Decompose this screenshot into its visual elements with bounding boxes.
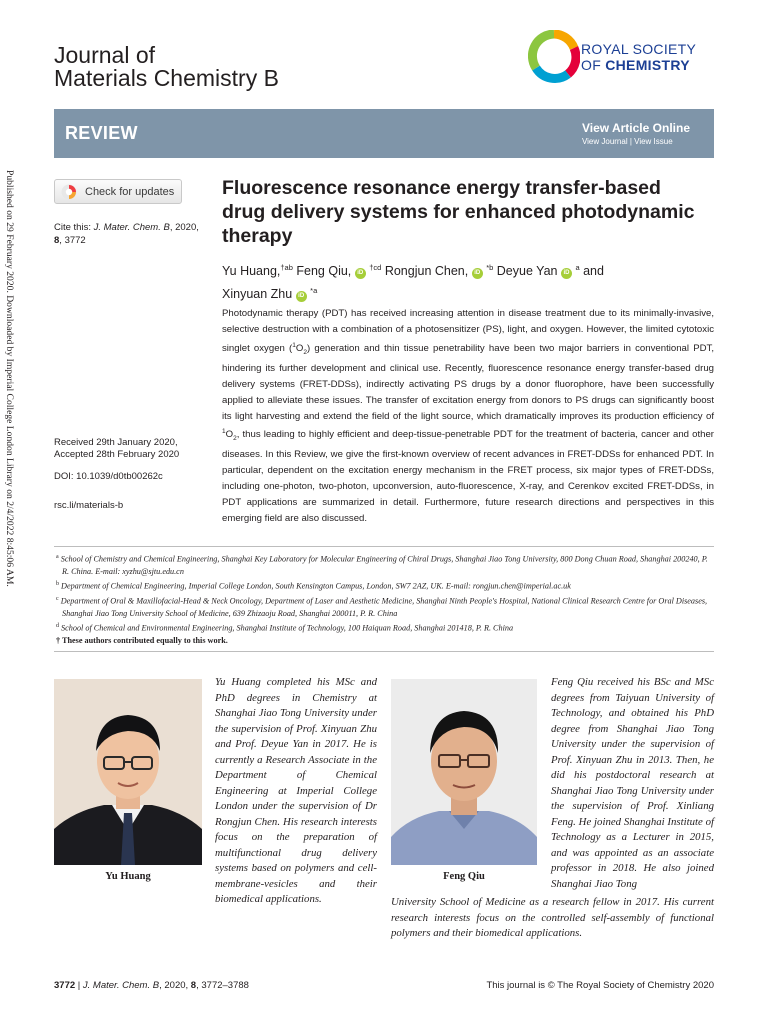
affiliation-d: $^d$ School of Chemical and Environmental Engineering, Shanghai Institute of Technology, 100 Haiquan Road, Shanghai 201418, P. R. China (56, 623, 514, 633)
rsc-ring-icon (528, 30, 580, 84)
received-accepted-dates (54, 437, 179, 461)
author-marks: *a (310, 286, 318, 296)
author-marks: a (575, 263, 580, 272)
feng-qiu-photo (391, 679, 537, 865)
article-type-banner (54, 109, 714, 158)
side-publication-note (3, 170, 17, 640)
orcid-icon[interactable]: iD (355, 268, 366, 279)
divider (54, 546, 714, 547)
side-publication-text: Published on 29 February 2020. Downloaded by Imperial College London Library on 2/4/2022 8:45:06 AM. (4, 170, 15, 587)
author-list: Yu Huang,$^{\dagger ab}$ Feng Qiu, iD $^{\dagger cd}$ Rongjun Chen, iD $^{*b}$ Deyue Yan iD $^a$ and Xinyuan Zhu iD $^{*a}$ (222, 263, 604, 302)
view-article-online-link[interactable]: View Article Online (581, 121, 690, 135)
banner-sub-links: View Journal | View Issue (581, 137, 673, 146)
banner-links (582, 121, 690, 146)
author-name[interactable]: Xinyuan Zhu (222, 287, 293, 302)
orcid-icon[interactable]: iD (296, 291, 307, 302)
journal-title-line2: Materials Chemistry B (54, 65, 279, 91)
publisher-logo (528, 30, 718, 84)
abstract: Photodynamic therapy (PDT) has received increasing attention in disease treatment due to its minimally-invasive, selective destruction with a combination of a photosensitizer (PS), light, and oxygen. However, the limited cytotoxic singlet oxygen $(^1O_2)$ generation and thin tissue penetrability have been two major barriers in conventional PDT, hindering its further development and clinical use. Recently, fluorescence resonance energy transfer-based drug delivery systems (FRET-DDSs), indirectly activating PS drugs by a donor fluorophore, have been successfully applied to alleviate these issues. The transfer of excitation energy from donors to PS drugs can significantly boost its light harvesting and extend the field of the light source, which dramatically improves its production efficiency of $^1O_2$, thus leading to highly efficient and deep-tissue-penetrable PDT for the treatment of bacteria, cancer and other diseases. In this Review, we give the first-known overview of recent advances in FRET-DDSs for enhanced PDT. In particular, dependent on the excitation energy mechanism in the FRET process, six major types of FRET-DDSs, including one-photon, two-photon, upconversion, auto-fluorescence, X-ray, and Cerenkov excited FRET-DDSs, in PDT applications are summarized in detail. Furthermore, future research directions and perspectives in this emerging field are also discussed. (222, 308, 714, 525)
author-marks: †ab (280, 263, 293, 272)
footer-copyright: This journal is © The Royal Society of Chemistry 2020 (486, 980, 714, 991)
journal-url[interactable]: rsc.li/materials-b (54, 500, 124, 511)
publisher-line1: ROYAL SOCIETY (581, 41, 697, 57)
page-footer (54, 980, 714, 991)
check-for-updates-label: Check for updates (85, 185, 175, 198)
citation: Cite this: J. Mater. Chem. B, 2020, 8, 3772 (54, 222, 199, 246)
affiliation-a: $^a$ School of Chemistry and Chemical Engineering, Shanghai Key Laboratory for Molecular Engineering of Chiral Drugs, Shanghai Jiao Tong University, 800 Dong Chuan Road, Shanghai 200240, P. R. China. E-mail: xyzhu@sjtu.edu.cn (56, 554, 708, 576)
author-name[interactable]: Feng Qiu, (296, 264, 352, 279)
orcid-icon[interactable]: iD (472, 268, 483, 279)
author-marks: †cd (369, 263, 382, 272)
author-name[interactable]: Deyue Yan (496, 264, 558, 279)
equal-contribution-note: † These authors contributed equally to this work. (56, 636, 228, 646)
feng-qiu-biography: Feng Qiu received his BSc and MSc degrees from Taiyuan University of Technology, and obtained his PhD degree from Shanghai Jiao Tong University under the supervision of Prof. Xinyuan Zhu in 2013. Then, he did his postdoctoral research at Shanghai Jiao Tong University under the supervision of Prof. Xinliang Feng. He joined Shanghai Institute of Technology as a Lecturer in 2015, and was appointed as an associate professor in 2018. He also joined Shanghai Jiao Tong (551, 676, 714, 890)
author-name[interactable]: Rongjun Chen, (384, 264, 469, 279)
feng-qiu-caption: Feng Qiu (443, 871, 485, 882)
journal-title-line1: Journal of (54, 42, 156, 68)
publisher-name (581, 41, 696, 73)
journal-title (54, 44, 279, 90)
footer-citation: 3772 | J. Mater. Chem. B, 2020, 8, 3772–3788 (54, 980, 249, 991)
yu-huang-photo (54, 679, 202, 865)
accepted-date: Accepted 28th February 2020 (54, 449, 180, 460)
orcid-icon[interactable]: iD (561, 268, 572, 279)
yu-huang-caption: Yu Huang (105, 871, 151, 882)
page-number: 3772 (54, 980, 76, 991)
affiliation-c: $^c$ Department of Oral & Maxillofacial-Head & Neck Oncology, Department of Laser and Aesthetic Medicine, Shanghai Ninth People's Hospital, National Clinical Research Centre for Oral Diseases, Shanghai Jiao Tong University School of Medicine, 639 Zhizaoju Road, Shanghai 200011, P. R. China (56, 596, 708, 619)
portrait-illustration (54, 679, 202, 865)
article-title: Fluorescence resonance energy transfer-based drug delivery systems for enhanced photodynamic therapy (222, 177, 695, 247)
article-type: REVIEW (65, 123, 138, 143)
portrait-illustration (391, 679, 537, 865)
received-date: Received 29th January 2020, (54, 437, 178, 448)
divider (54, 651, 714, 652)
yu-huang-biography: Yu Huang completed his MSc and PhD degrees in Chemistry at Shanghai Jiao Tong University under the supervision of Prof. Xinyuan Zhu and Prof. Deyue Yan in 2017. He is currently a Research Associate in the Department of Chemical Engineering at Imperial College London under the supervision of Dr Rongjun Chen. His research interests focus on the preparation of multifunctional drug delivery systems based on polymers and cell-membrane-vesicles and their biomedical applications. (215, 676, 377, 905)
crossmark-icon (61, 184, 77, 200)
affiliations (54, 551, 714, 647)
feng-qiu-biography-continued: University School of Medicine as a research fellow in 2017. His current research interests focus on the controlled self-assembly of functional polymers and their biomedical applications. (391, 896, 714, 939)
view-issue-link[interactable]: View Issue (634, 137, 673, 146)
doi[interactable]: DOI: 10.1039/d0tb00262c (54, 471, 163, 482)
author-name[interactable]: Yu Huang, (222, 264, 281, 279)
publisher-line2: OF CHEMISTRY (581, 57, 690, 73)
author-marks: *b (486, 263, 494, 272)
check-for-updates-button[interactable] (54, 179, 182, 204)
affiliation-b: $^b$ Department of Chemical Engineering, Imperial College London, South Kensington Campus, London, SW7 2AZ, UK. E-mail: rongjun.chen@imperial.ac.uk (56, 581, 571, 591)
view-journal-link[interactable]: View Journal (581, 137, 628, 146)
